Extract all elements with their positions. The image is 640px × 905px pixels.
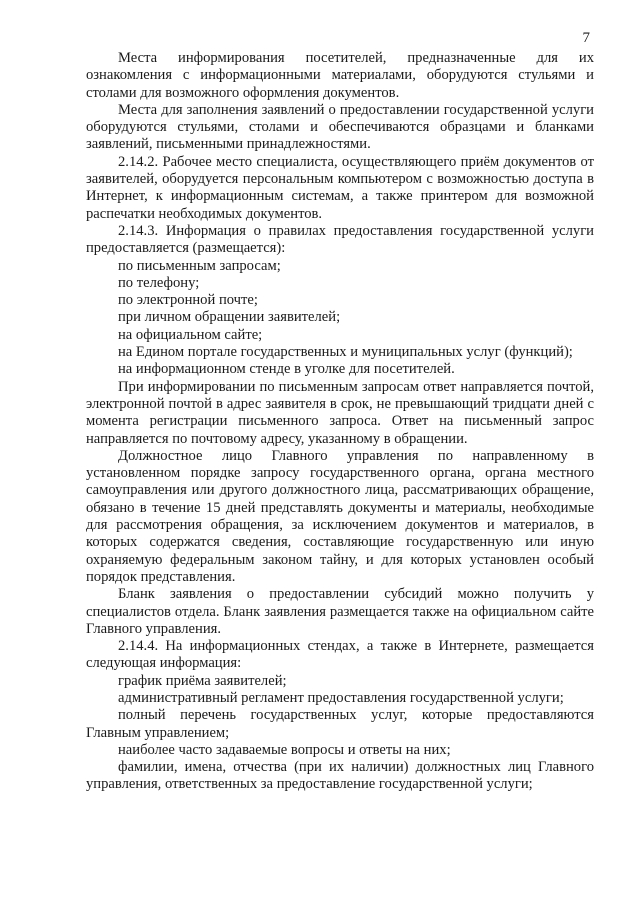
list-item: полный перечень государственных услуг, которые предоставляются Главным управлением; — [86, 707, 594, 741]
list-item: по письменным запросам; — [118, 257, 281, 274]
list-item: при личном обращении заявителей; — [118, 309, 341, 326]
paragraph: Места для заполнения заявлений о предоставлении государственной услуги оборудуются стульями, столами и обеспечиваются образцами и бланками заявлений, письменными принадлежностями. — [86, 101, 594, 153]
document-body — [86, 50, 594, 794]
list-item: на официальном сайте; — [118, 326, 263, 343]
paragraph: Должностное лицо Главного управления по направленному в установленном порядке запросу государственного органа, органа местного самоуправления или другого должностного лица, рассматривающих обращение, обязано в течение 15 дней представлять документы и материалы, необходимые для рассмотрения обращения, за исключением документов и материалов, в которых содержатся сведения, составляющие государственную или иную охраняемую федеральным законом тайну, и для которых установлен особый порядок представления. — [86, 447, 594, 585]
page-number: 7 — [582, 30, 590, 46]
section-2-14-4: 2.14.4. На информационных стендах, а также в Интернете, размещается следующая информация: — [86, 638, 594, 672]
paragraph: При информировании по письменным запросам ответ направляется почтой, электронной почтой в адрес заявителя в срок, не превышающий тридцати дней с момента регистрации письменного запроса. Ответ на письменный запрос направляется по почтовому адресу, указанному в обращении. — [86, 378, 594, 447]
list-item: по телефону; — [118, 274, 200, 291]
list-item: наиболее часто задаваемые вопросы и ответы на них; — [118, 741, 451, 758]
list-item: график приёма заявителей; — [118, 672, 287, 689]
section-2-14-3: 2.14.3. Информация о правилах предоставления государственной услуги предоставляется (размещается): — [86, 222, 594, 257]
section-2-14-2: 2.14.2. Рабочее место специалиста, осуществляющего приём документов от заявителей, оборудуется персональным компьютером с возможностью доступа в Интернет, к информационным системам, а также принтером для возможной распечатки необходимых документов. — [86, 153, 594, 222]
list-item: по электронной почте; — [118, 292, 258, 309]
paragraph: Бланк заявления о предоставлении субсидий можно получить у специалистов отдела. Бланк заявления размещается также на официальном сайте Главного управления. — [86, 586, 594, 637]
list-item: фамилии, имена, отчества (при их наличии) должностных лиц Главного управления, ответственных за предоставление государственной услуги; — [86, 759, 594, 793]
list-item: на Едином портале государственных и муниципальных услуг (функций); — [118, 344, 573, 361]
list-item: на информационном стенде в уголке для посетителей. — [118, 361, 455, 378]
list-item: административный регламент предоставления государственной услуги; — [118, 689, 564, 706]
paragraph: Места информирования посетителей, предназначенные для их ознакомления с информационными материалами, оборудуются стульями и столами для возможного оформления документов. — [86, 50, 594, 101]
